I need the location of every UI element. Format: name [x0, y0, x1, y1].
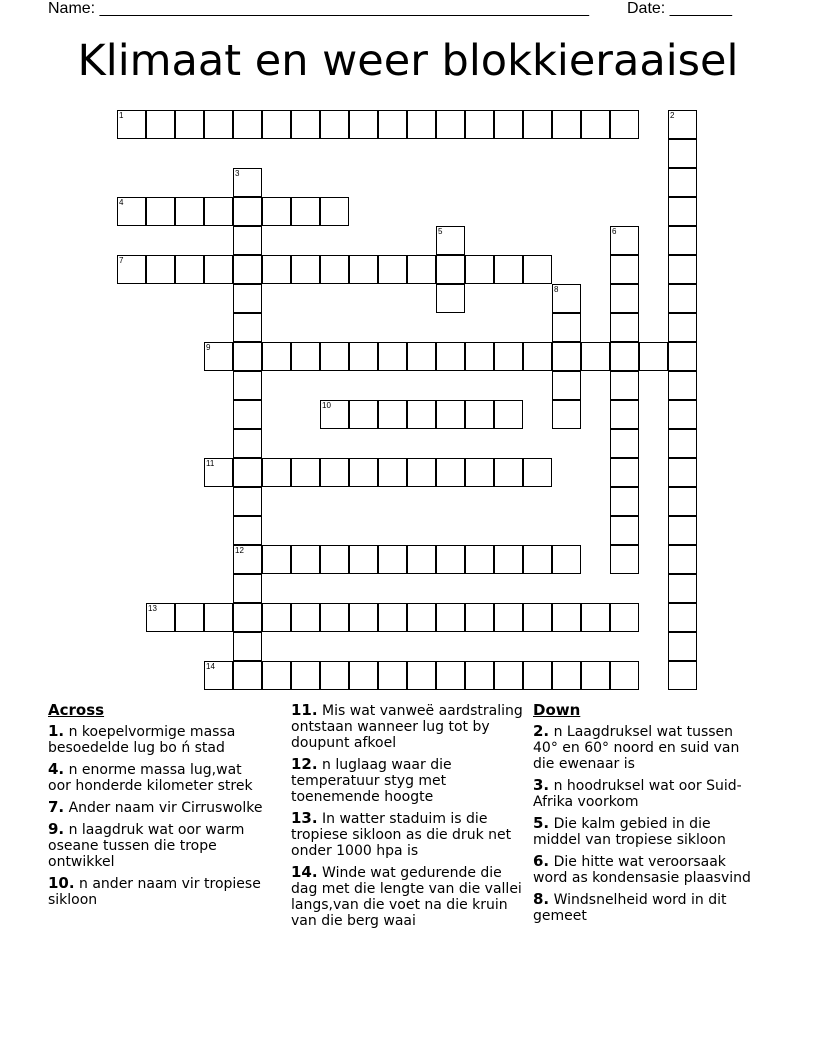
- crossword-cell[interactable]: [494, 255, 523, 284]
- clue-number: 14: [206, 662, 215, 671]
- crossword-cell[interactable]: [349, 545, 378, 574]
- crossword-cell[interactable]: [233, 284, 262, 313]
- crossword-cell[interactable]: [291, 197, 320, 226]
- crossword-cell[interactable]: [436, 458, 465, 487]
- crossword-cell[interactable]: [668, 197, 697, 226]
- crossword-cell[interactable]: [349, 255, 378, 284]
- crossword-cell[interactable]: [552, 661, 581, 690]
- crossword-cell[interactable]: [233, 342, 262, 371]
- crossword-cell[interactable]: [610, 371, 639, 400]
- crossword-cell[interactable]: [494, 661, 523, 690]
- crossword-cell[interactable]: [494, 110, 523, 139]
- crossword-cell[interactable]: [233, 255, 262, 284]
- clue-number: 9: [206, 343, 211, 352]
- crossword-cell[interactable]: [610, 284, 639, 313]
- crossword-cell[interactable]: [610, 458, 639, 487]
- crossword-cell[interactable]: [552, 545, 581, 574]
- clue-down: 6. Die hitte wat veroorsaak word as kondensasie plaasvind: [533, 852, 751, 886]
- crossword-cell[interactable]: [465, 661, 494, 690]
- crossword-cell[interactable]: [291, 661, 320, 690]
- clue-down: 2. n Laagdruksel wat tussen 40° en 60° noord en suid van die ewenaar is: [533, 722, 740, 772]
- crossword-cell[interactable]: [552, 603, 581, 632]
- crossword-cell[interactable]: [262, 458, 291, 487]
- clue-across: 12. n luglaag waar die temperatuur styg met toenemende hoogte: [291, 755, 452, 805]
- crossword-cell[interactable]: [668, 110, 697, 139]
- crossword-cell[interactable]: [175, 255, 204, 284]
- crossword-cell[interactable]: [668, 603, 697, 632]
- clue-number: 11: [206, 459, 215, 468]
- clue-number: 4: [119, 198, 124, 207]
- crossword-cell[interactable]: [552, 284, 581, 313]
- crossword-cell[interactable]: [320, 255, 349, 284]
- crossword-cell[interactable]: [233, 516, 262, 545]
- crossword-cell[interactable]: [581, 110, 610, 139]
- crossword-cell[interactable]: [204, 197, 233, 226]
- crossword-cell[interactable]: [407, 400, 436, 429]
- crossword-cell[interactable]: [175, 197, 204, 226]
- crossword-cell[interactable]: [668, 139, 697, 168]
- crossword-cell[interactable]: [407, 110, 436, 139]
- clue-down: 8. Windsnelheid word in dit gemeet: [533, 890, 727, 924]
- crossword-cell[interactable]: [204, 342, 233, 371]
- crossword-cell[interactable]: [581, 342, 610, 371]
- clue-down: 5. Die kalm gebied in die middel van tropiese sikloon: [533, 814, 726, 848]
- crossword-cell[interactable]: [668, 516, 697, 545]
- crossword-cell[interactable]: [233, 313, 262, 342]
- crossword-cell[interactable]: [320, 603, 349, 632]
- crossword-cell[interactable]: [233, 603, 262, 632]
- down-heading: Down: [533, 701, 581, 719]
- crossword-cell[interactable]: [378, 458, 407, 487]
- crossword-cell[interactable]: [233, 545, 262, 574]
- crossword-cell[interactable]: [581, 603, 610, 632]
- crossword-cell[interactable]: [349, 603, 378, 632]
- crossword-cell[interactable]: [581, 661, 610, 690]
- clue-number: 12: [235, 546, 244, 555]
- crossword-cell[interactable]: [146, 197, 175, 226]
- crossword-cell[interactable]: [668, 545, 697, 574]
- crossword-cell[interactable]: [668, 487, 697, 516]
- crossword-cell[interactable]: [233, 110, 262, 139]
- crossword-cell[interactable]: [233, 168, 262, 197]
- crossword-cell[interactable]: [233, 632, 262, 661]
- crossword-cell[interactable]: [320, 197, 349, 226]
- crossword-cell[interactable]: [523, 458, 552, 487]
- crossword-cell[interactable]: [523, 545, 552, 574]
- crossword-cell[interactable]: [407, 603, 436, 632]
- crossword-cell[interactable]: [117, 197, 146, 226]
- crossword-cell[interactable]: [465, 400, 494, 429]
- clue-number: 2: [670, 111, 675, 120]
- crossword-cell[interactable]: [378, 255, 407, 284]
- crossword-cell[interactable]: [523, 661, 552, 690]
- date-field-label: Date: _______: [627, 0, 732, 17]
- crossword-cell[interactable]: [668, 226, 697, 255]
- crossword-cell[interactable]: [233, 574, 262, 603]
- crossword-cell[interactable]: [552, 342, 581, 371]
- crossword-cell[interactable]: [465, 545, 494, 574]
- crossword-cell[interactable]: [668, 342, 697, 371]
- crossword-cell[interactable]: [610, 516, 639, 545]
- crossword-cell[interactable]: [378, 400, 407, 429]
- crossword-cell[interactable]: [233, 197, 262, 226]
- crossword-cell[interactable]: [610, 342, 639, 371]
- clue-across: 13. In watter staduim is die tropiese sikloon as die druk net onder 1000 hpa is: [291, 809, 512, 859]
- down-clues: [533, 702, 758, 929]
- clue-number: 13: [148, 604, 157, 613]
- crossword-cell[interactable]: [668, 255, 697, 284]
- crossword-cell[interactable]: [552, 110, 581, 139]
- crossword-cell[interactable]: [610, 487, 639, 516]
- crossword-cell[interactable]: [436, 400, 465, 429]
- crossword-cell[interactable]: [436, 661, 465, 690]
- crossword-cell[interactable]: [610, 603, 639, 632]
- crossword-cell[interactable]: [291, 545, 320, 574]
- crossword-cell[interactable]: [378, 342, 407, 371]
- across-clues: [48, 702, 268, 913]
- crossword-cell[interactable]: [668, 313, 697, 342]
- across-heading: Across: [48, 701, 105, 719]
- crossword-cell[interactable]: [610, 226, 639, 255]
- crossword-cell[interactable]: [436, 226, 465, 255]
- crossword-cell[interactable]: [378, 110, 407, 139]
- crossword-cell[interactable]: [378, 545, 407, 574]
- crossword-cell[interactable]: [552, 400, 581, 429]
- crossword-cell[interactable]: [204, 255, 233, 284]
- name-field-label: Name: _______________________________________________________: [48, 0, 589, 17]
- crossword-cell[interactable]: [117, 255, 146, 284]
- crossword-cell[interactable]: [610, 545, 639, 574]
- crossword-cell[interactable]: [349, 110, 378, 139]
- crossword-cell[interactable]: [407, 458, 436, 487]
- crossword-cell[interactable]: [668, 661, 697, 690]
- crossword-cell[interactable]: [262, 197, 291, 226]
- crossword-cell[interactable]: [349, 342, 378, 371]
- crossword-cell[interactable]: [175, 110, 204, 139]
- crossword-cell[interactable]: [320, 661, 349, 690]
- crossword-cell[interactable]: [523, 255, 552, 284]
- clue-across: 1. n koepelvormige massa besoedelde lug bo ń stad: [48, 722, 236, 756]
- crossword-cell[interactable]: [262, 110, 291, 139]
- crossword-cell[interactable]: [465, 110, 494, 139]
- clue-number: 3: [235, 169, 240, 178]
- crossword-cell[interactable]: [465, 255, 494, 284]
- clue-across: 14. Winde wat gedurende die dag met die lengte van die vallei langs,van die voet na die kruin van die berg waai: [291, 863, 522, 929]
- crossword-cell[interactable]: [436, 603, 465, 632]
- crossword-cell[interactable]: [378, 661, 407, 690]
- crossword-cell[interactable]: [175, 603, 204, 632]
- crossword-cell[interactable]: [668, 458, 697, 487]
- crossword-cell[interactable]: [233, 400, 262, 429]
- crossword-cell[interactable]: [146, 603, 175, 632]
- crossword-cell[interactable]: [233, 487, 262, 516]
- crossword-cell[interactable]: [436, 110, 465, 139]
- clue-number: 6: [612, 227, 617, 236]
- crossword-cell[interactable]: [320, 458, 349, 487]
- across-clues-continued: [291, 702, 523, 934]
- crossword-cell[interactable]: [262, 255, 291, 284]
- clue-across: 11. Mis wat vanweë aardstraling ontstaan wanneer lug tot by doupunt afkoel: [291, 701, 523, 751]
- crossword-cell[interactable]: [668, 168, 697, 197]
- crossword-cell[interactable]: [465, 458, 494, 487]
- crossword-cell[interactable]: [610, 400, 639, 429]
- crossword-cell[interactable]: [320, 400, 349, 429]
- crossword-cell[interactable]: [291, 603, 320, 632]
- crossword-cell[interactable]: [349, 400, 378, 429]
- crossword-cell[interactable]: [349, 661, 378, 690]
- crossword-cell[interactable]: [610, 110, 639, 139]
- crossword-cell[interactable]: [407, 661, 436, 690]
- crossword-cell[interactable]: [407, 255, 436, 284]
- crossword-cell[interactable]: [610, 429, 639, 458]
- page-title: Klimaat en weer blokkieraaisel: [77, 36, 739, 86]
- crossword-cell[interactable]: [320, 545, 349, 574]
- crossword-cell[interactable]: [494, 458, 523, 487]
- crossword-cell[interactable]: [204, 661, 233, 690]
- clue-down: 3. n hoodruksel wat oor Suid-Afrika voorkom: [533, 776, 742, 810]
- crossword-cell[interactable]: [610, 313, 639, 342]
- crossword-cell[interactable]: [349, 458, 378, 487]
- crossword-cell[interactable]: [233, 226, 262, 255]
- crossword-cell[interactable]: [262, 603, 291, 632]
- crossword-cell[interactable]: [465, 603, 494, 632]
- crossword-cell[interactable]: [291, 110, 320, 139]
- crossword-cell[interactable]: [233, 429, 262, 458]
- crossword-cell[interactable]: [552, 371, 581, 400]
- crossword-cell[interactable]: [552, 313, 581, 342]
- crossword-cell[interactable]: [668, 429, 697, 458]
- crossword-cell[interactable]: [610, 255, 639, 284]
- crossword-cell[interactable]: [204, 458, 233, 487]
- crossword-cell[interactable]: [494, 603, 523, 632]
- clue-across: 7. Ander naam vir Cirruswolke: [48, 798, 263, 816]
- crossword-cell[interactable]: [494, 545, 523, 574]
- crossword-cell[interactable]: [494, 342, 523, 371]
- clue-number: 1: [119, 111, 124, 120]
- crossword-cell[interactable]: [146, 255, 175, 284]
- crossword-cell[interactable]: [639, 342, 668, 371]
- crossword-cell[interactable]: [291, 255, 320, 284]
- clue-number: 8: [554, 285, 559, 294]
- crossword-cell[interactable]: [668, 632, 697, 661]
- crossword-cell[interactable]: [436, 545, 465, 574]
- clue-number: 10: [322, 401, 331, 410]
- crossword-cell[interactable]: [262, 545, 291, 574]
- crossword-cell[interactable]: [262, 342, 291, 371]
- clue-number: 5: [438, 227, 443, 236]
- crossword-cell[interactable]: [320, 110, 349, 139]
- crossword-cell[interactable]: [291, 342, 320, 371]
- crossword-cell[interactable]: [204, 603, 233, 632]
- crossword-cell[interactable]: [262, 661, 291, 690]
- crossword-cell[interactable]: [204, 110, 233, 139]
- crossword-cell[interactable]: [668, 574, 697, 603]
- crossword-cell[interactable]: [494, 400, 523, 429]
- crossword-cell[interactable]: [407, 342, 436, 371]
- crossword-cell[interactable]: [610, 661, 639, 690]
- crossword-cell[interactable]: [465, 342, 494, 371]
- crossword-cell[interactable]: [291, 458, 320, 487]
- crossword-cell[interactable]: [436, 342, 465, 371]
- crossword-cell[interactable]: [117, 110, 146, 139]
- crossword-cell[interactable]: [523, 110, 552, 139]
- clue-across: 4. n enorme massa lug,wat oor honderde kilometer strek: [48, 760, 253, 794]
- crossword-cell[interactable]: [668, 400, 697, 429]
- crossword-cell[interactable]: [233, 661, 262, 690]
- crossword-cell[interactable]: [378, 603, 407, 632]
- crossword-cell[interactable]: [436, 255, 465, 284]
- crossword-cell[interactable]: [320, 342, 349, 371]
- crossword-cell[interactable]: [668, 371, 697, 400]
- clue-across: 10. n ander naam vir tropiese sikloon: [48, 874, 261, 908]
- clue-number: 7: [119, 256, 124, 265]
- crossword-cell[interactable]: [233, 371, 262, 400]
- crossword-cell[interactable]: [146, 110, 175, 139]
- crossword-cell[interactable]: [233, 458, 262, 487]
- crossword-cell[interactable]: [407, 545, 436, 574]
- crossword-cell[interactable]: [523, 342, 552, 371]
- clue-across: 9. n laagdruk wat oor warm oseane tussen die trope ontwikkel: [48, 820, 245, 870]
- crossword-cell[interactable]: [668, 284, 697, 313]
- crossword-cell[interactable]: [436, 284, 465, 313]
- crossword-cell[interactable]: [523, 603, 552, 632]
